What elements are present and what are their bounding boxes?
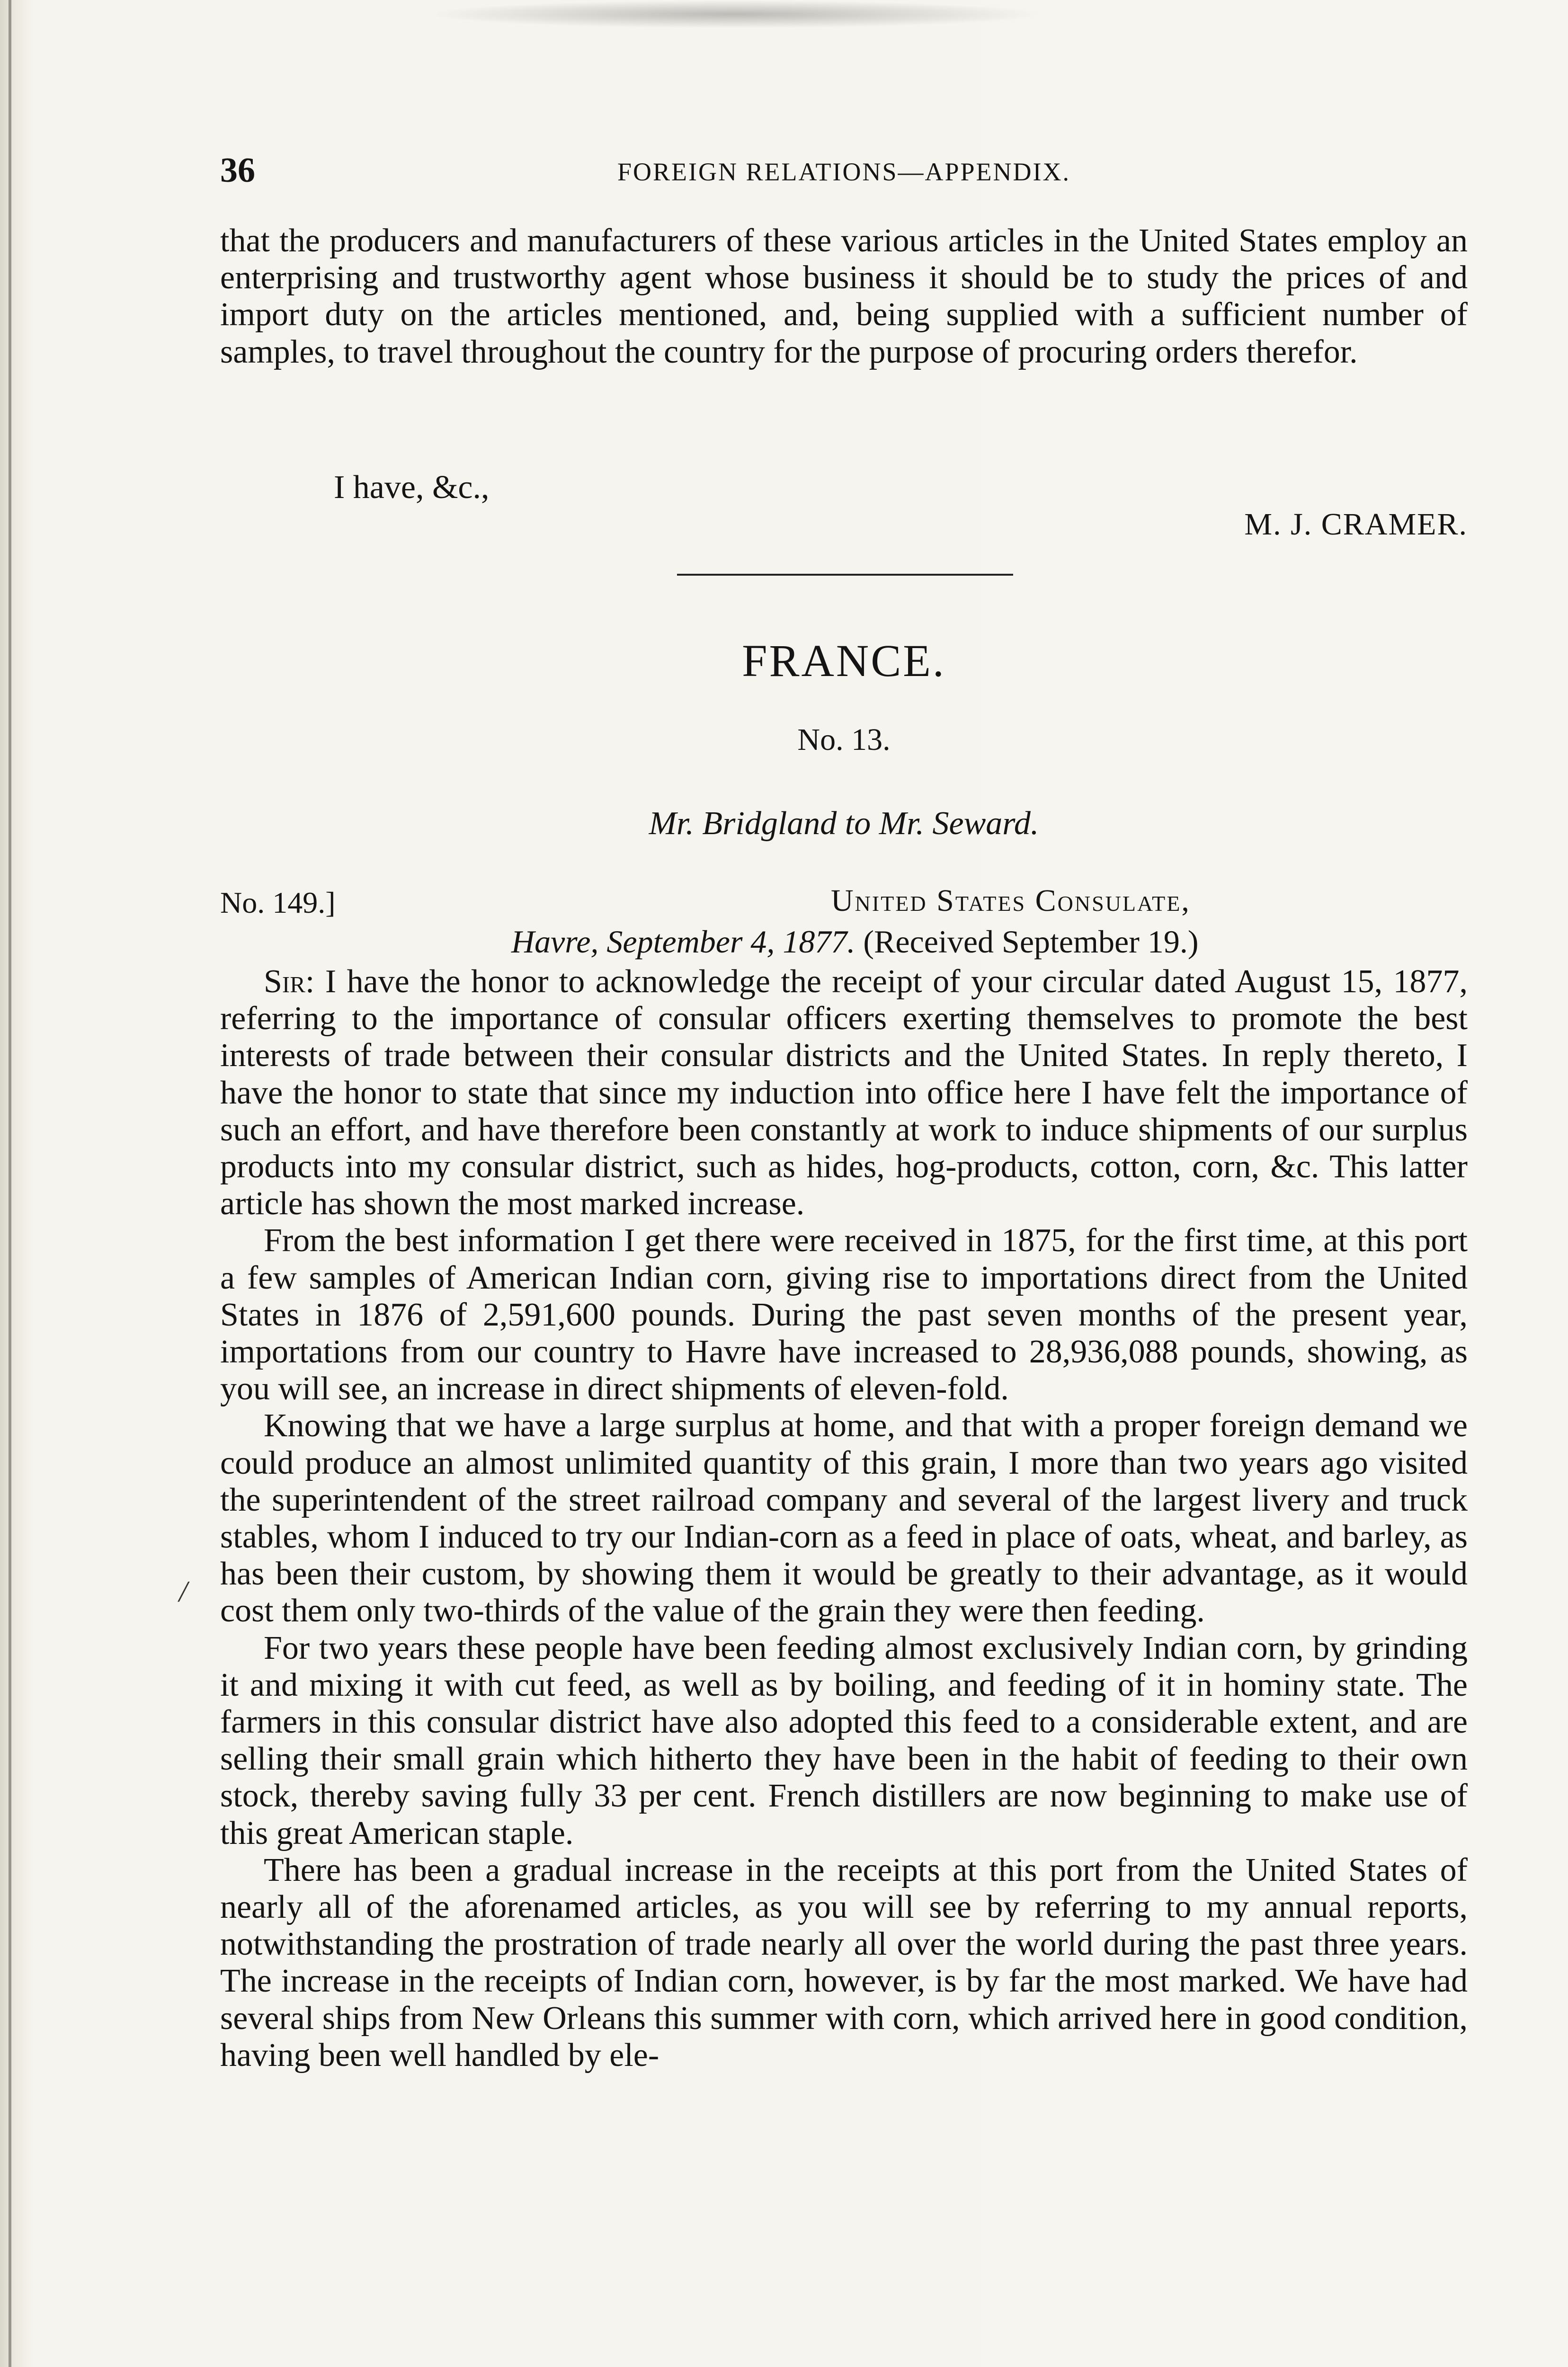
letter-paragraph-5: There has been a gradual increase in the receipts at this port from the United States of nearly all of the aforenamed articles, as you will see by referring to my annual reports, notwithstanding the prostration of trade nearly all over the world during the past three years. The increase in the receipts of Indian corn, however, is by far the most marked. We have had several ships from New Orleans this summer with corn, which arrived here in good condition, having been well handled by ele- <box>220 1851 1468 2073</box>
letter-body <box>220 963 1468 2074</box>
running-head: FOREIGN RELATIONS—APPENDIX. <box>617 158 1071 186</box>
page-number: 36 <box>220 151 255 190</box>
paragraph-1-text: I have the honor to acknowledge the receipt of your circular dated August 15, 1877, referring to the importance of consular officers exerting themselves to promote the best interests of trade between their consular districts and the United States. In reply thereto, I have the honor to state that since my induction into office here I have felt the importance of such an effort, and have therefore been constantly at work to induce shipments of our surplus products into my consular district, such as hides, hog-products, cotton, corn, &c. This latter article has shown the most marked increase. <box>220 963 1468 1222</box>
previous-letter-paragraph: that the producers and manufacturers of these various articles in the United States employ an enterprising and trustworthy agent whose business it should be to study the prices of and import duty on the articles mentioned, and, being supplied with a sufficient number of samples, to travel throughout the country for the purpose of procuring orders therefor. <box>220 222 1468 370</box>
binding-edge-shadow <box>9 0 11 2367</box>
correspondence-subtitle: Mr. Bridgland to Mr. Seward. <box>649 805 1039 842</box>
received-date: (Received September 19.) <box>863 924 1199 960</box>
place-date: Havre, September 4, 1877. <box>511 924 855 960</box>
dateline <box>511 923 1198 961</box>
closing-formula: I have, &c., <box>334 469 490 506</box>
salutation: Sir: <box>264 963 315 1000</box>
letter-paragraph-2: From the best information I get there were received in 1875, for the first time, at this port a few samples of American Indian corn, giving rise to importations direct from the United States in 1876 of 2,591,600 pounds. During the past seven months of the present year, importations from our country to Havre have increased to 28,936,088 pounds, showing, as you will see, an increase in direct shipments of eleven-fold. <box>220 1222 1468 1407</box>
document-number: No. 13. <box>797 722 891 757</box>
dispatch-number: No. 149.] <box>220 886 336 919</box>
margin-annotation: / <box>179 1575 187 1608</box>
letter-paragraph-1 <box>220 963 1468 1222</box>
signature-cramer: M. J. CRAMER. <box>1244 507 1468 542</box>
country-heading: FRANCE. <box>742 635 946 686</box>
letter-paragraph-4: For two years these people have been feeding almost exclusively Indian corn, by grinding it and mixing it with cut feed, as well as by boiling, and feeding of it in hominy state. The farmers in this consular district have also adopted this feed to a considerable extent, and are selling their small grain which hitherto they have been in the habit of feeding to their own stock, thereby saving fully 33 per cent. French distillers are now beginning to make use of this great American staple. <box>220 1629 1468 1851</box>
letter-paragraph-3: Knowing that we have a large surplus at home, and that with a proper foreign demand we could produce an almost unlimited quantity of this grain, I more than two years ago visited the superintendent of the street railroad company and several of the largest livery and truck stables, whom I induced to try our Indian-corn as a feed in place of oats, wheat, and barley, as has been their custom, by showing them it would be greatly to their advantage, as it would cost them only two-thirds of the value of the grain they were then feeding. <box>220 1407 1468 1629</box>
section-heading-block <box>220 0 1468 994</box>
consulate-address: United States Consulate, <box>831 883 1191 918</box>
